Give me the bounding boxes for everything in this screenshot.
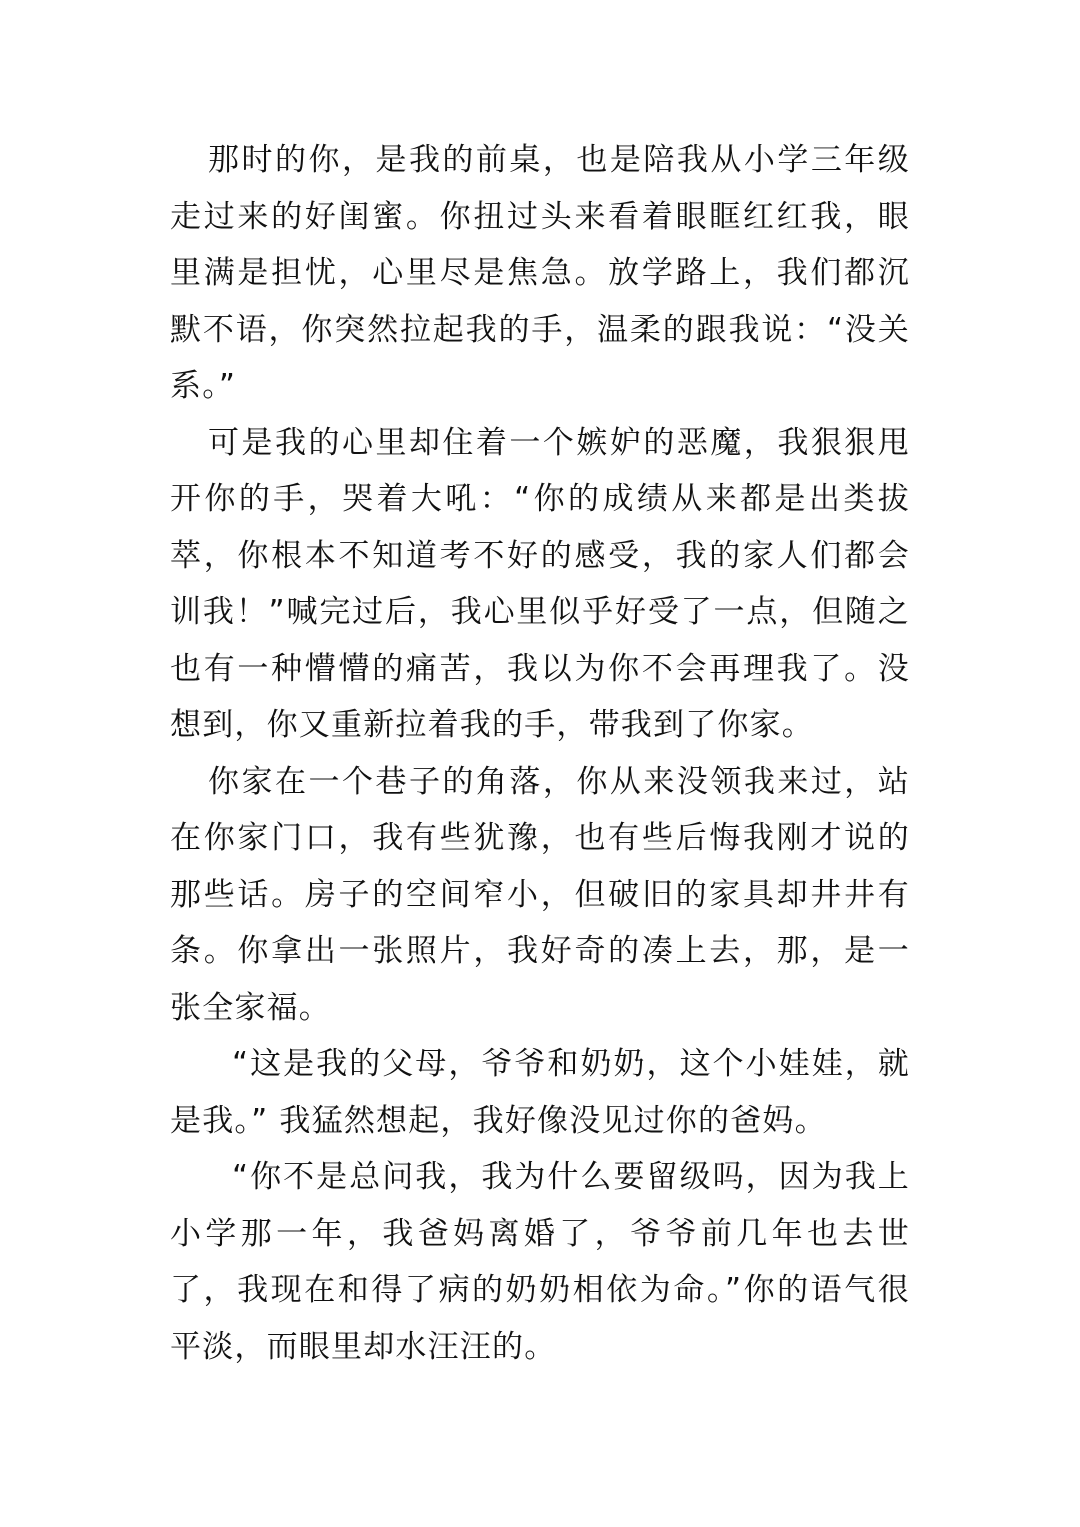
- essay-page: [170, 132, 910, 1375]
- paragraph-5: “你不是总问我，我为什么要留级吗，因为我上小学那一年，我爸妈离婚了，爷爷前几年也去世了，我现在和得了病的奶奶相依为命。”你的语气很平淡，而眼里却水汪汪的。: [170, 1159, 910, 1365]
- paragraph-2: 可是我的心里却住着一个嫉妒的恶魔，我狠狠甩开你的手，哭着大吼：“你的成绩从来都是出类拔萃，你根本不知道考不好的感受，我的家人们都会训我！”喊完过后，我心里似乎好受了一点，但随之也有一种懵懵的痛苦，我以为你不会再理我了。没想到，你又重新拉着我的手，带我到了你家。: [170, 424, 910, 743]
- paragraph-3: 你家在一个巷子的角落，你从来没领我来过，站在你家门口，我有些犹豫，也有些后悔我刚才说的那些话。房子的空间窄小，但破旧的家具却井井有条。你拿出一张照片，我好奇的凑上去，那，是一张全家福。: [170, 763, 910, 1026]
- paragraph-1: 那时的你，是我的前桌，也是陪我从小学三年级走过来的好闺蜜。你扭过头来看着眼眶红红我，眼里满是担忧，心里尽是焦急。放学路上，我们都沉默不语，你突然拉起我的手，温柔的跟我说：“没关系。”: [170, 142, 910, 404]
- paragraph-4: “这是我的父母，爷爷和奶奶，这个小娃娃，就是我。” 我猛然想起，我好像没见过你的爸妈。: [170, 1046, 910, 1139]
